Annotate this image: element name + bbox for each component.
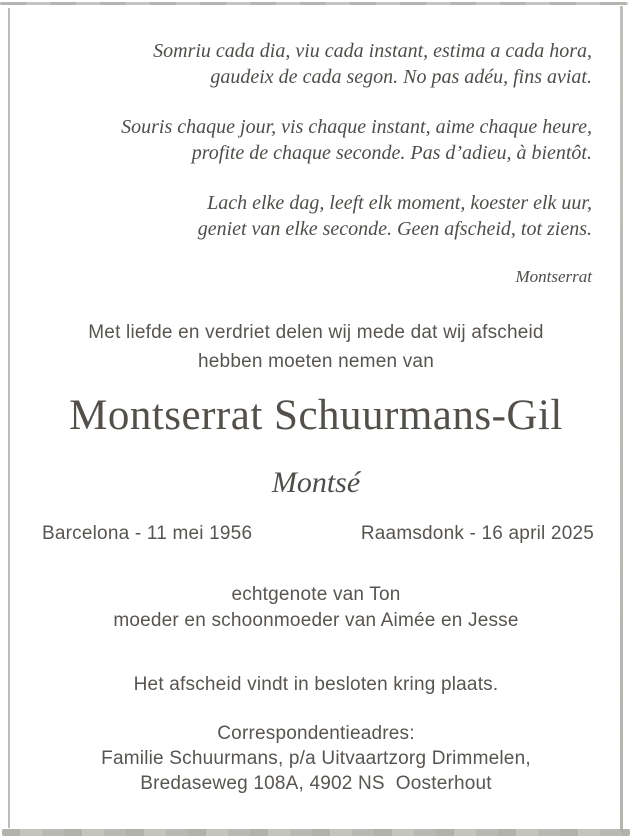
correspondence-line-1: Familie Schuurmans, p/a Uitvaartzorg Drimmelen, — [101, 748, 531, 769]
correspondence-heading: Correspondentieadres: — [217, 723, 415, 744]
correspondence-line-2: Bredaseweg 108A, 4902 NS Oosterhout — [140, 773, 492, 794]
announcement-line-2: hebben moeten nemen van — [198, 351, 434, 372]
correspondence-address — [40, 721, 592, 796]
quote-dutch-line-2: geniet van elke seconde. Geen afscheid, tot ziens. — [197, 218, 592, 240]
announcement-text — [40, 318, 592, 376]
relation-children: moeder en schoonmoeder van Aimée en Jesse — [113, 610, 519, 631]
card-edge-left — [8, 8, 10, 828]
card-edge-right — [620, 6, 623, 832]
quote-french — [40, 114, 592, 166]
death-place-date: Raamsdonk - 16 april 2025 — [360, 523, 594, 544]
quote-catalan-line-1: Somriu cada dia, viu cada instant, estima a cada hora, — [153, 40, 592, 62]
quote-signature: Montserrat — [515, 267, 592, 286]
family-relations — [40, 582, 592, 634]
card-edge-bottom — [2, 829, 630, 836]
quote-catalan — [40, 38, 592, 90]
birth-place-date: Barcelona - 11 mei 1956 — [42, 523, 253, 544]
quote-dutch — [40, 190, 592, 242]
farewell-notice: Het afscheid vindt in besloten kring plaats. — [133, 674, 499, 695]
deceased-nickname: Montsé — [271, 466, 361, 499]
quote-dutch-line-1: Lach elke dag, leeft elk moment, koester elk uur, — [207, 192, 592, 214]
announcement-line-1: Met liefde en verdriet delen wij mede dat wij afscheid — [88, 322, 544, 343]
relation-spouse: echtgenote van Ton — [231, 584, 401, 605]
quote-catalan-line-2: gaudeix de cada segon. No pas adéu, fins aviat. — [210, 66, 592, 88]
memorial-quotes — [40, 38, 592, 288]
card-edge-top — [0, 2, 628, 5]
life-dates — [42, 521, 594, 546]
deceased-name: Montserrat Schuurmans-Gil — [69, 392, 563, 439]
quote-french-line-2: profite de chaque seconde. Pas d’adieu, à bientôt. — [191, 142, 592, 164]
quote-french-line-1: Souris chaque jour, vis chaque instant, aime chaque heure, — [121, 116, 592, 138]
